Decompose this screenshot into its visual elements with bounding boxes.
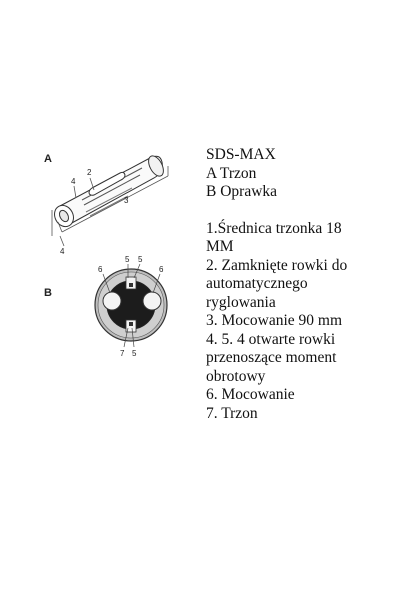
cross-section xyxy=(95,264,167,347)
label-a: A xyxy=(44,153,52,165)
spec-line: obrotowy xyxy=(206,367,266,385)
spec-line: A Trzon xyxy=(206,164,257,182)
callout-shank-2: 2 xyxy=(87,168,92,177)
label-b: B xyxy=(44,287,52,299)
spec-gap xyxy=(206,202,396,220)
callout-section-5-top-b: 5 xyxy=(138,255,143,264)
spec-line: 2. Zamknięte rowki do xyxy=(206,256,348,274)
spec-line: 4. 5. 4 otwarte rowki xyxy=(206,330,336,348)
spec-line: 6. Mocowanie xyxy=(206,386,295,403)
spec-line: B Oprawka xyxy=(206,183,278,200)
callout-shank-3: 3 xyxy=(124,196,129,205)
spec-line: 1.Średnica trzonka 18 xyxy=(206,219,342,237)
spec-line: ryglowania xyxy=(206,293,276,311)
spec-line: 7. Trzon xyxy=(206,404,258,422)
spec-line: 3. Mocowanie 90 mm xyxy=(206,312,343,329)
callout-section-5-bottom: 5 xyxy=(132,349,137,358)
callout-section-6-right: 6 xyxy=(159,265,164,274)
callout-section-6-left: 6 xyxy=(98,265,103,274)
callout-shank-4-bottom: 4 xyxy=(60,247,65,256)
callout-shank-4-top: 4 xyxy=(71,177,76,186)
spec-line: MM xyxy=(206,238,234,255)
shank-drawing xyxy=(51,153,168,246)
spec-list xyxy=(206,146,396,423)
spec-line: SDS-MAX xyxy=(206,146,276,163)
sds-max-diagram xyxy=(0,0,200,601)
callout-section-7: 7 xyxy=(120,349,125,358)
spec-line: automatycznego xyxy=(206,275,308,292)
callout-section-5-top-a: 5 xyxy=(125,255,130,264)
spec-line: przenoszące moment xyxy=(206,349,337,366)
